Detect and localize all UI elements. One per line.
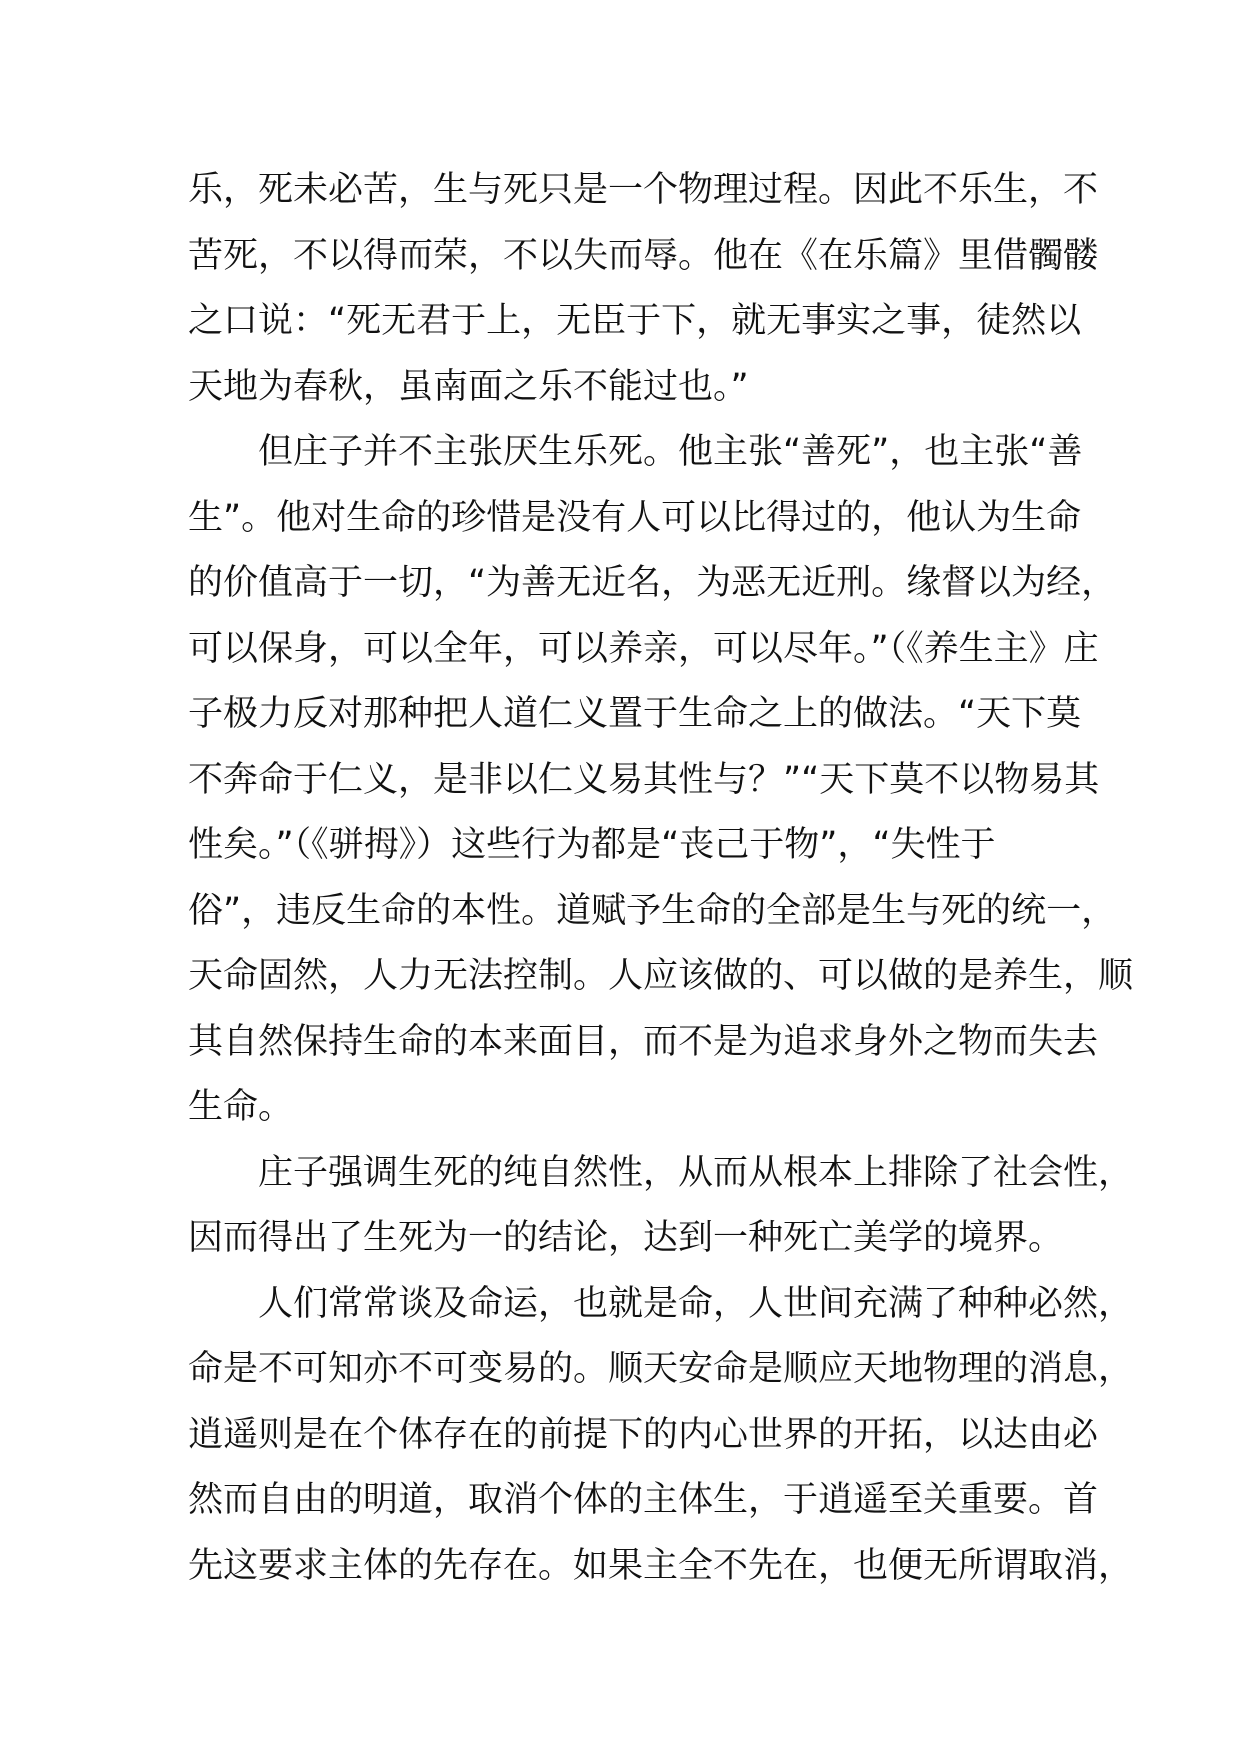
- text-line: 天地为春秋，虽南面之乐不能过也。”: [188, 366, 749, 407]
- text-line: 性矣。”（《骈拇》）这些行为都是“丧己于物”，“失性于: [188, 825, 996, 865]
- text-line: 生命。: [188, 1087, 294, 1127]
- text-line: 子极力反对那种把人道仁义置于生命之上的做法。“天下莫: [188, 694, 1082, 734]
- text-line: 之口说：“死无君于上，无臣于下，就无事实之事，徒然以: [188, 301, 1082, 341]
- text-line: 然而自由的明道，取消个体的主体生，于逍遥至关重要。首: [188, 1480, 1099, 1520]
- text-line: 不奔命于仁义，是非以仁义易其性与？”“天下莫不以物易其: [188, 759, 1100, 800]
- text-line: 可以保身，可以全年，可以养亲，可以尽年。”（《养生主》庄: [188, 628, 1099, 669]
- paragraph-4: [188, 1272, 1134, 1600]
- text-line: 逍遥则是在个体存在的前提下的内心世界的开拓，以达由必: [188, 1414, 1099, 1455]
- text-line: 庄子强调生死的纯自然性，从而从根本上排除了社会性，: [258, 1152, 1134, 1193]
- paragraph-3: [188, 1141, 1134, 1272]
- text-line: 命是不可知亦不可变易的。顺天安命是顺应天地物理的消息，: [188, 1349, 1134, 1389]
- text-line: 人们常常谈及命运，也就是命，人世间充满了种种必然，: [258, 1283, 1134, 1324]
- text-line: 但庄子并不主张厌生乐死。他主张“善死”，也主张“善: [258, 432, 1083, 472]
- text-line: 因而得出了生死为一的结论，达到一种死亡美学的境界。: [188, 1218, 1064, 1258]
- text-line: 乐，死未必苦，生与死只是一个物理过程。因此不乐生，不: [188, 170, 1099, 210]
- text-line: 天命固然，人力无法控制。人应该做的、可以做的是养生，顺: [188, 956, 1134, 996]
- text-line: 生”。他对生命的珍惜是没有人可以比得过的，他认为生命: [188, 497, 1082, 538]
- text-line: 的价值高于一切，“为善无近名，为恶无近刑。缘督以为经，: [188, 563, 1117, 603]
- body-text: [188, 158, 1134, 1599]
- paragraph-2: [188, 420, 1134, 1141]
- text-line: 苦死，不以得而荣，不以失而辱。他在《在乐篇》里借髑髅: [188, 235, 1099, 276]
- paragraph-1: [188, 158, 1099, 420]
- text-line: 先这要求主体的先存在。如果主全不先在，也便无所谓取消，: [188, 1545, 1134, 1586]
- text-line: 其自然保持生命的本来面目，而不是为追求身外之物而失去: [188, 1021, 1099, 1062]
- text-line: 俗”，违反生命的本性。道赋予生命的全部是生与死的统一，: [188, 890, 1117, 931]
